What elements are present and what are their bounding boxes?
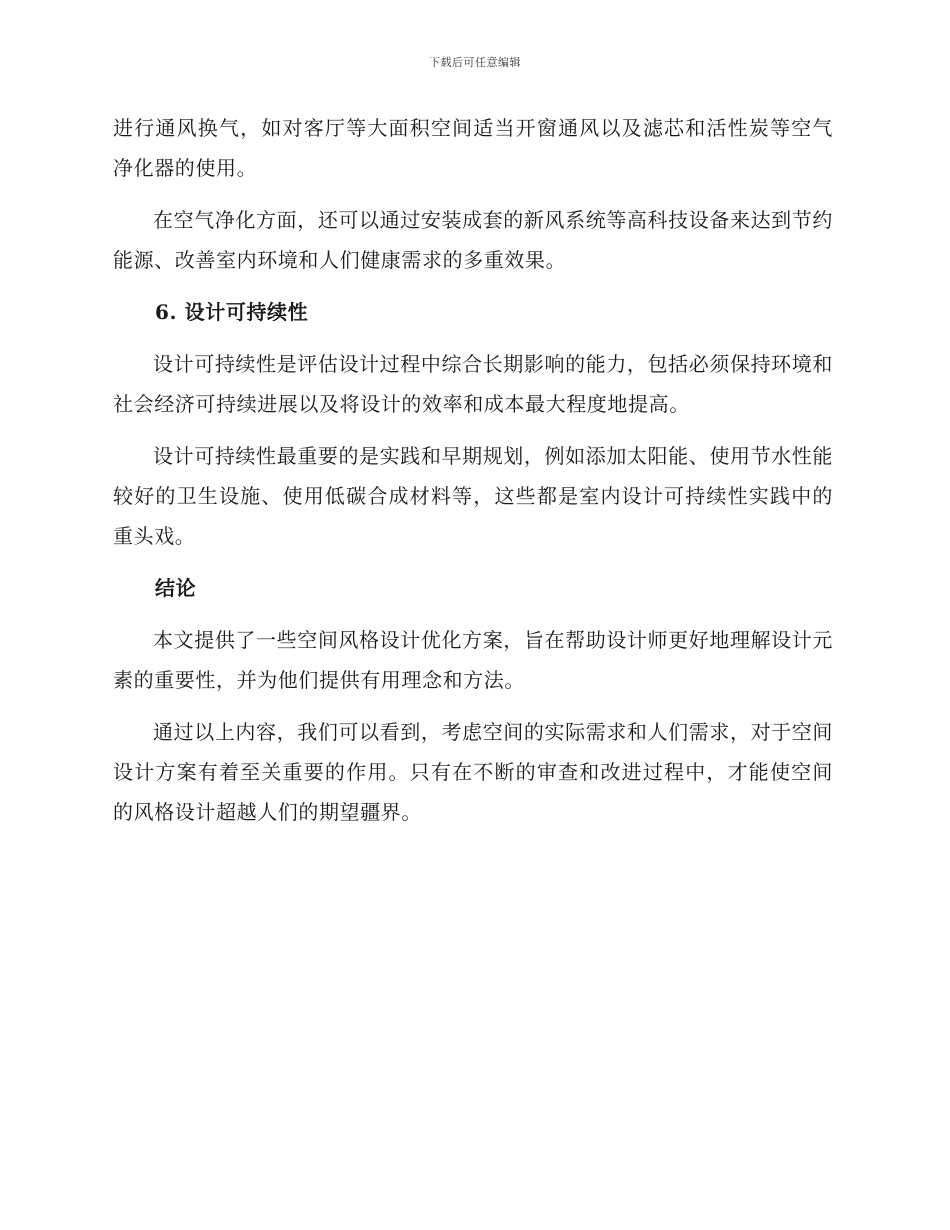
- section-heading-conclusion: 结论: [155, 576, 197, 600]
- document-body: [113, 108, 833, 844]
- paragraph-conclusion-final: 通过以上内容，我们可以看到，考虑空间的实际需求和人们需求，对于空间设计方案有着至关重要的作用。只有在不断的审查和改进过程中，才能使空间的风格设计超越人们的期望疆界。: [113, 720, 833, 824]
- section-heading-sustainability: 6. 设计可持续性: [155, 300, 309, 324]
- paragraph-sustainability-practice: 设计可持续性最重要的是实践和早期规划，例如添加太阳能、使用节水性能较好的卫生设施、使用低碳合成材料等，这些都是室内设计可持续性实践中的重头戏。: [113, 444, 833, 548]
- paragraph-air-purification: 在空气净化方面，还可以通过安装成套的新风系统等高科技设备来达到节约能源、改善室内环境和人们健康需求的多重效果。: [113, 208, 833, 272]
- paragraph-conclusion-summary: 本文提供了一些空间风格设计优化方案，旨在帮助设计师更好地理解设计元素的重要性，并为他们提供有用理念和方法。: [113, 628, 833, 692]
- page-header: 下载后可任意编辑: [429, 56, 521, 69]
- paragraph-sustainability-definition: 设计可持续性是评估设计过程中综合长期影响的能力，包括必须保持环境和社会经济可持续进展以及将设计的效率和成本最大程度地提高。: [113, 352, 833, 416]
- paragraph-continuation: 进行通风换气，如对客厅等大面积空间适当开窗通风以及滤芯和活性炭等空气净化器的使用。: [113, 116, 833, 180]
